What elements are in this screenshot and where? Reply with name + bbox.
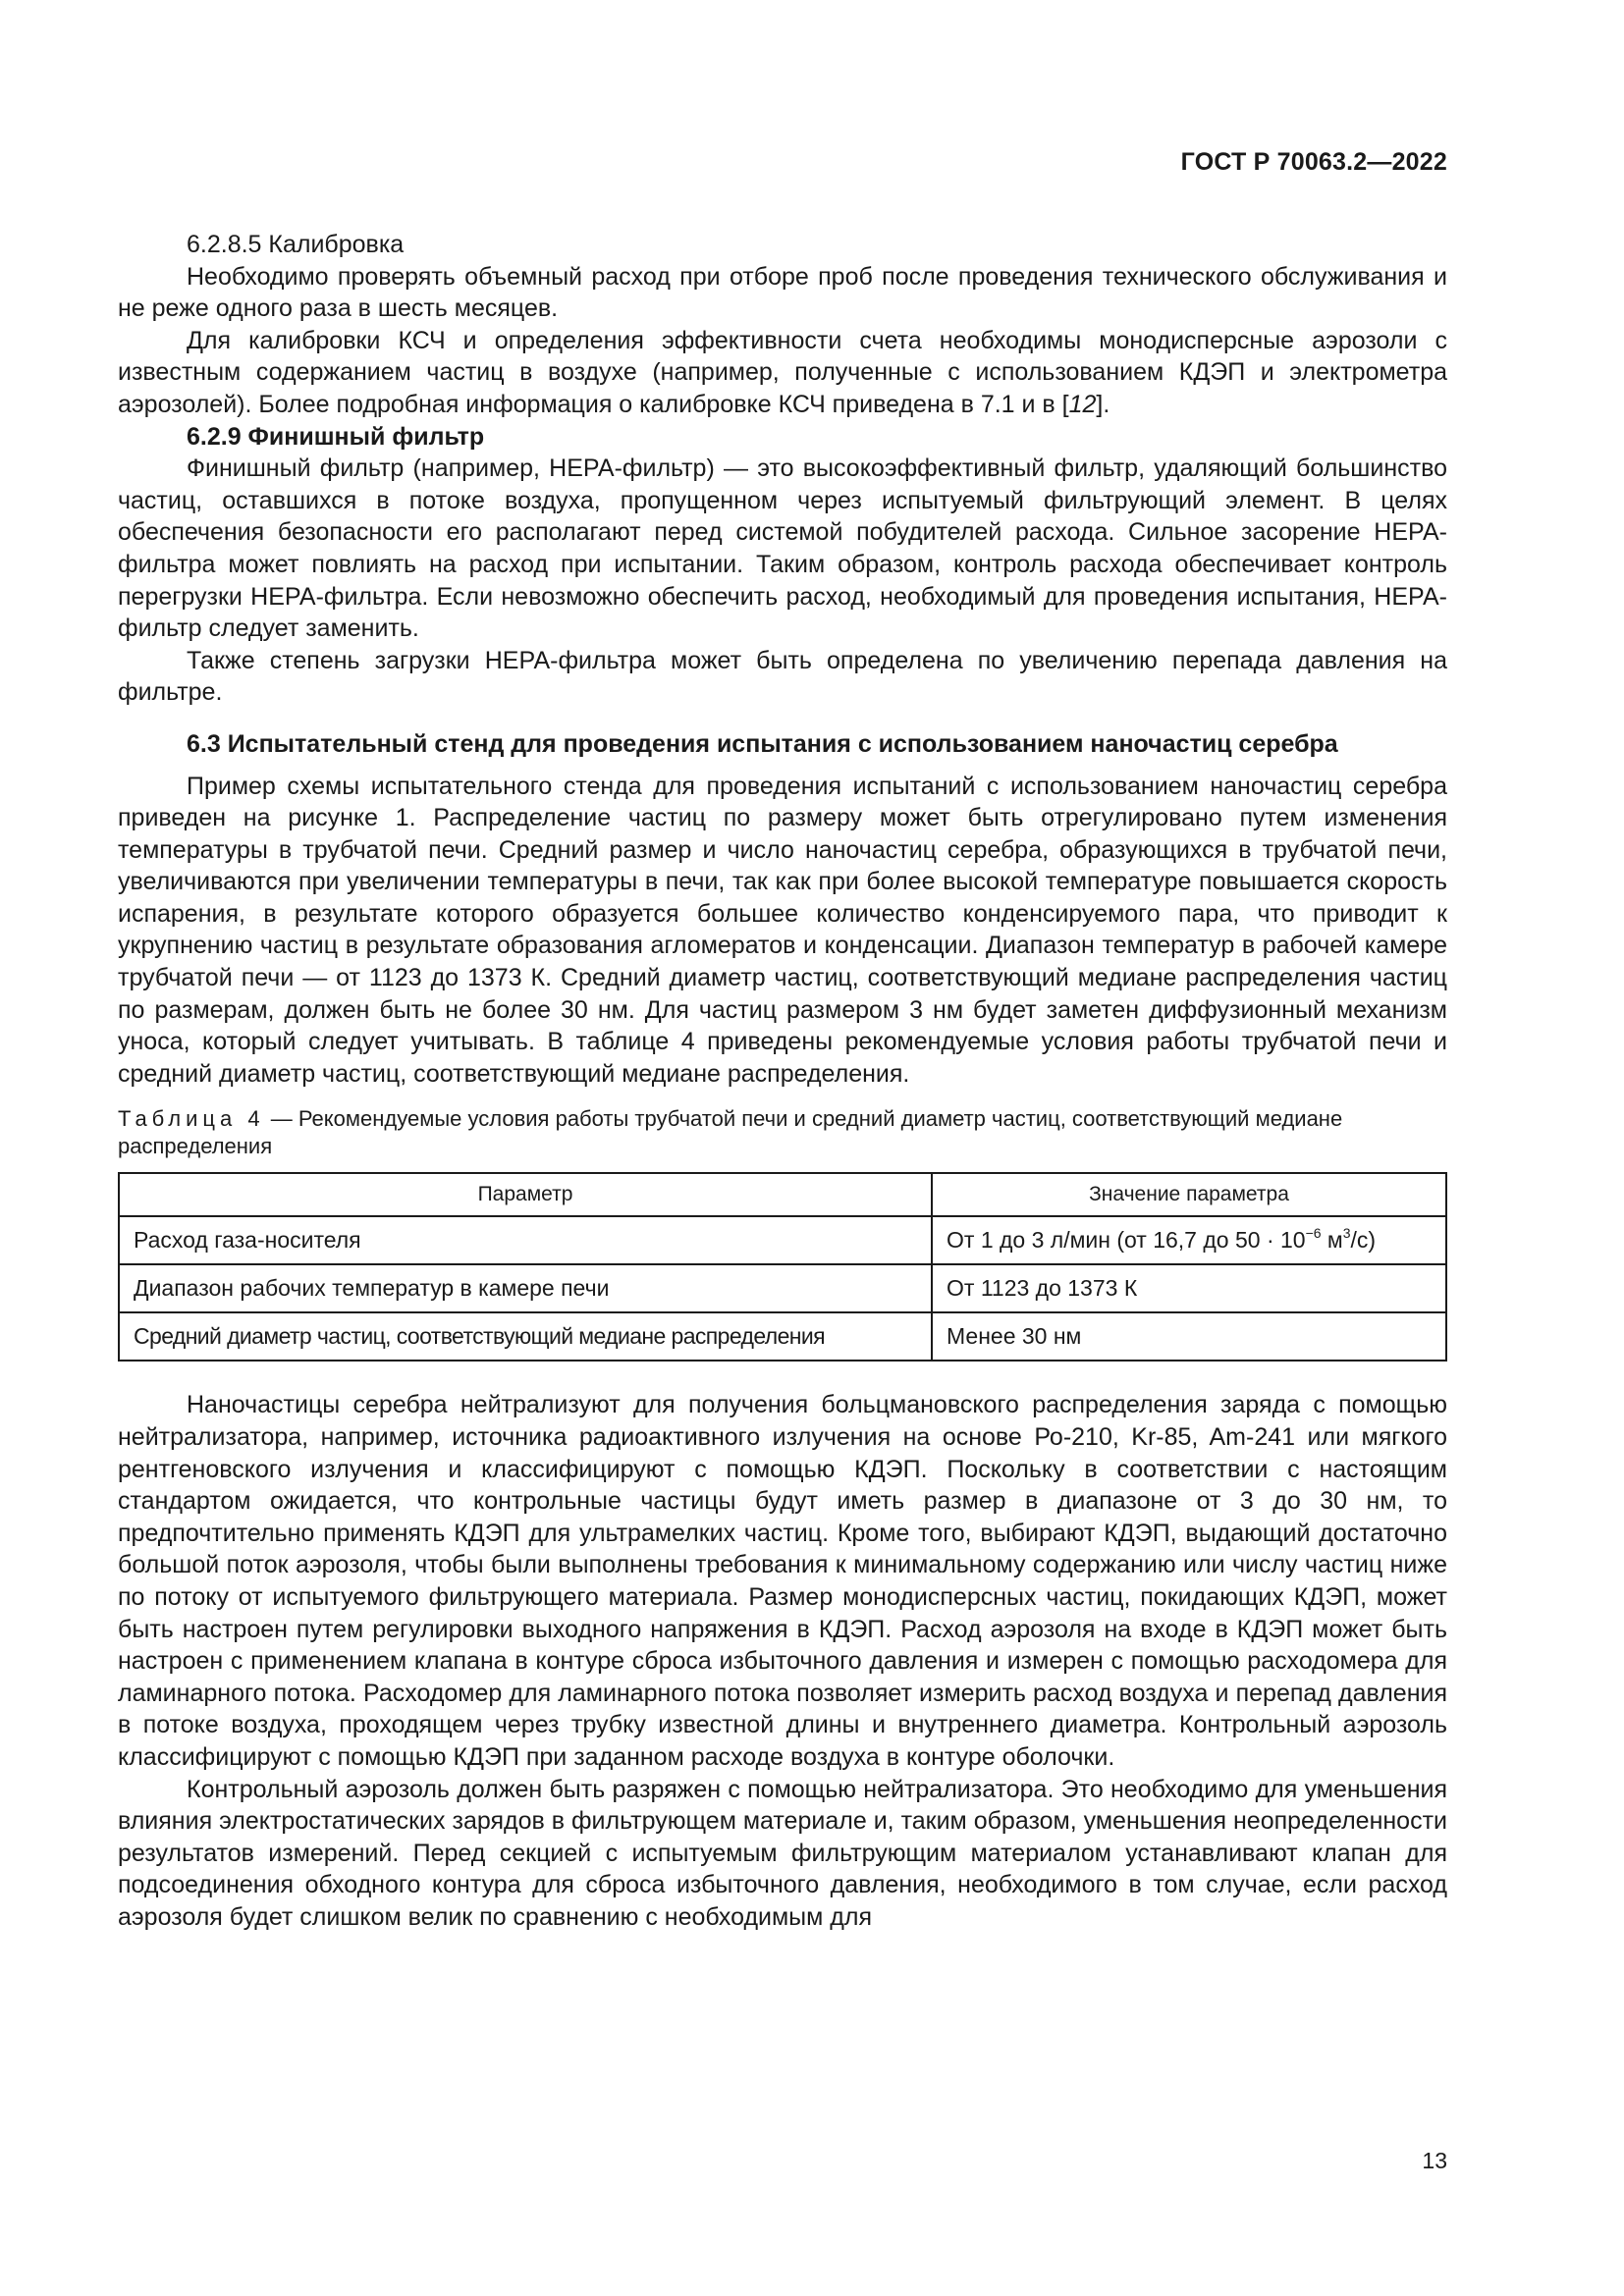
table-caption: Таблица 4 — Рекомендуемые условия работы трубчатой печи и средний диаметр частиц, соответствующий медиане распределения — [118, 1106, 1343, 1159]
table-cell: От 1123 до 1373 К — [932, 1264, 1446, 1312]
section-heading-6-2-9: 6.2.9 Финишный фильтр — [187, 422, 485, 451]
document-body — [118, 229, 1447, 1934]
paragraph: Пример схемы испытательного стенда для проведения испытаний с использованием наночастиц серебра приведен на рисунке 1. Распределение частиц по размеру может быть отрегулировано путем изменения температуры в трубчатой печи. Средний размер и число наночастиц серебра, образующихся в трубчатой печи, увеличиваются при увеличении температуры в печи, так как при более высокой температуре повышается скорость испарения, в результате которого образуется большее количество конденсируемого пара, что приводит к укрупнению частиц в результате образования агломератов и конденсации. Диапазон температур в рабочей камере трубчатой печи — от 1123 до 1373 К. Средний диаметр частиц, соответствующий медиане распределения частиц по размерам, должен быть не более 30 нм. Для частиц размером 3 нм будет заметен диффузионный механизм уноса, который следует учитывать. В таблице 4 приведены рекомендуемые условия работы трубчатой печи и средний диаметр частиц, соответствующий медиане распределения. — [118, 772, 1447, 1088]
table-cell: Средний диаметр частиц, соответствующий медиане распределения — [119, 1312, 932, 1361]
section-heading-6-3: 6.3 Испытательный стенд для проведения испытания с использованием наночастиц серебра — [187, 729, 1338, 758]
paragraph: Также степень загрузки НЕРА-фильтра может быть определена по увеличению перепада давления на фильтре. — [118, 646, 1447, 707]
table-cell: Диапазон рабочих температур в камере печи — [119, 1264, 932, 1312]
paragraph: Контрольный аэрозоль должен быть разряжен с помощью нейтрализатора. Это необходимо для уменьшения влияния электростатических зарядов в фильтрующем материале и, таким образом, уменьшения неопределенности результатов измерений. Перед секцией с испытуемым фильтрующим материалом устанавливают клапан для подсоединения обходного контура для сброса избыточного давления, необходимого в том случае, если расход аэрозоля будет слишком велик по сравнению с необходимым для — [118, 1775, 1447, 1931]
table-row — [119, 1216, 1446, 1264]
paragraph: Необходимо проверять объемный расход при отборе проб после проведения технического обслуживания и не реже одного раза в шесть месяцев. — [118, 262, 1447, 323]
paragraph: Для калибровки КСЧ и определения эффективности счета необходимы монодисперсные аэрозоли с известным содержанием частиц в воздухе (например, полученные с использованием КДЭП и электрометра аэрозолей). Более подробная информация о калибровке КСЧ приведена в 7.1 и в [12]. — [118, 326, 1447, 418]
page-number: 13 — [1422, 2148, 1447, 2173]
column-header-parameter: Параметр — [119, 1173, 932, 1216]
paragraph: Наночастицы серебра нейтрализуют для получения больцмановского распределения заряда с помощью нейтрализатора, например, источника радиоактивного излучения на основе Ро-210, Kr-85, Am-241 или мягкого рентгеновского излучения и классифицируют с помощью КДЭП. Поскольку в соответствии с настоящим стандартом ожидается, что контрольные частицы будут иметь размер в диапазоне от 3 до 30 нм, то предпочтительно применять КДЭП для ультрамелких частиц. Кроме того, выбирают КДЭП, выдающий достаточно большой поток аэрозоля, чтобы были выполнены требования к минимальному содержанию или числу частиц ниже по потоку от испытуемого фильтрующего материала. Размер монодисперсных частиц, покидающих КДЭП, может быть настроен путем регулировки выходного напряжения в КДЭП. Расход аэрозоля на входе в КДЭП может быть настроен с применением клапана в контуре сброса избыточного давления и измерен с помощью расходомера для ламинарного потока. Расходомер для ламинарного потока позволяет измерить расход воздуха и перепад давления в потоке воздуха, проходящем через трубку известной длины и внутреннего диаметра. Контрольный аэрозоль классифицируют с помощью КДЭП при заданном расходе воздуха в контуре оболочки. — [118, 1391, 1447, 1771]
table-cell: От 1 до 3 л/мин (от 16,7 до $50 \cdot 10^{-6}$ $м^3/с$) — [932, 1216, 1446, 1264]
section-heading-6-2-8-5: 6.2.8.5 Калибровка — [187, 231, 405, 258]
table-cell: Расход газа-носителя — [119, 1216, 932, 1264]
parameters-table — [118, 1172, 1447, 1362]
table-row — [119, 1312, 1446, 1361]
reference-number: 12 — [1068, 390, 1097, 418]
column-header-value: Значение параметра — [932, 1173, 1446, 1216]
paragraph: Финишный фильтр (например, НЕРА-фильтр) — это высокоэффективный фильтр, удаляющий большинство частиц, оставшихся в потоке воздуха, пропущенном через испытуемый фильтрующий элемент. В целях обеспечения безопасности его располагают перед системой побудителей расхода. Сильное засорение НЕРА-фильтра может повлиять на расход при испытании. Таким образом, контроль расхода обеспечивает контроль перегрузки НЕРА-фильтра. Если невозможно обеспечить расход, необходимый для проведения испытания, НЕРА-фильтр следует заменить. — [118, 454, 1447, 643]
table-cell: Менее 30 нм — [932, 1312, 1446, 1361]
document-code: ГОСТ Р 70063.2—2022 — [1180, 148, 1447, 176]
table-header-row — [119, 1173, 1446, 1216]
table-row — [119, 1264, 1446, 1312]
